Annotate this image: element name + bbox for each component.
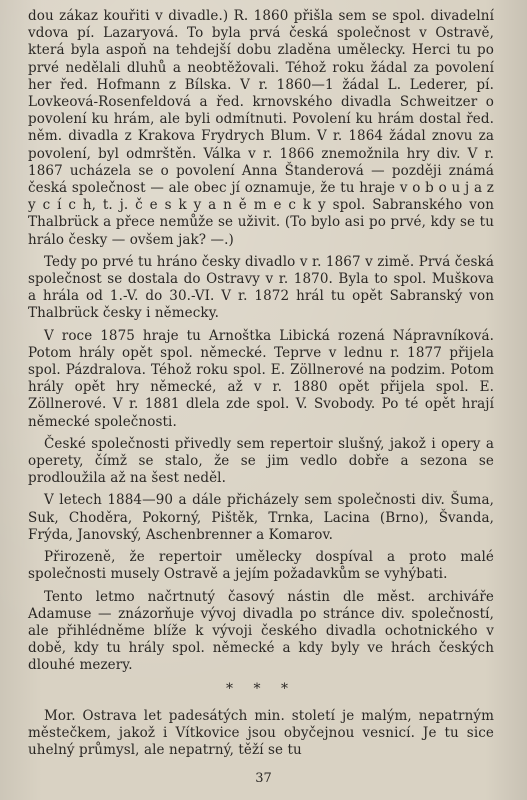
paragraph-5: V letech 1884—90 a dále přicházely sem společnosti div. Šuma, Suk, Choděra, Pokorný, Pištěk, Trnka, Lacina (Brno), Švanda, Frýda, Janovský, Aschenbrenner a Komarov. [28,492,494,543]
page-number: 37 [255,771,272,786]
paragraph-7: Tento letmo načrtnutý časový nástin dle měst. archiváře Adamuse — znázorňuje vývoj divadla po stránce div. společností, ale přihlédněme blíže k vývoji českého divadla ochotnického v době, kdy tu hrály spol. německé a kdy byly ve hrách českých dlouhé mezery. [28,588,494,674]
paragraph-4: České společnosti přivedly sem repertoir slušný, jakož i opery a operety, čímž se stalo, že se jim vedlo dobře a sezona se prodloužila až na šest neděl. [28,435,494,487]
paragraph-6: Přirozeně, že repertoir umělecky dospíval a proto malé společnosti musely Ostravě a jejím požadavkům se vyhýbati. [28,549,494,583]
page-body [28,8,494,764]
closing-paragraph: Mor. Ostrava let padesátých min. století je malým, nepatrným městečkem, jakož i Vítkovice jsou obyčejnou vesnicí. Je tu sice uhelný průmysl, ale nepatrný, těží se tu [28,707,494,759]
section-separator: * * * [226,680,296,697]
paragraph-3: V roce 1875 hraje tu Arnoštka Libická rozená Nápravníková. Potom hrály opět spol. německé. Teprve v lednu r. 1877 přijela spol. Pázdralova. Téhož roku spol. E. Zöllnerové na podzim. Potom hrály opět hry německé, až v r. 1880 opět přijela spol. E. Zöllnerové. V r. 1881 dlela zde spol. V. Svobody. Po té opět hrají německé společnosti. [28,327,494,430]
paragraph-1: dou zákaz kouřiti v divadle.) R. 1860 přišla sem se spol. divadelní vdova pí. Lazaryová. To byla prvá česká společnost v Ostravě, která byla aspoň na tehdejší dobu zladěna umělecky. Herci tu po prvé nedělali dluhů a neobtěžovali. Téhož roku žádal za povolení her řed. Hofmann z Bílska. V r. 1860—1 žádal L. Lederer, pí. Lovkeová-Rosenfeldová a řed. krnovského divadla Schweitzer o povolení ku hrám, ale byli odmítnuti. Povolení ku hrám dostal řed. něm. divadla z Krakova Frydrych Blum. V r. 1864 žádal znovu za povolení, byl odmrštěn. Válka v r. 1866 znemožnila hry div. V r. 1867 ucházela se o povolení Anna Štanderová — později známá česká společnost — ale obec jí oznamuje, že tu hraje v o b o u j a z y c í c h, t. j. č e s k y a n ě m e c k y spol. Sabranského von Thalbrück a přece nemůže se uživit. (To bylo asi po prvé, kdy se tu hrálo česky — ovšem jak? —.) [28,8,494,248]
paragraph-2: Tedy po prvé tu hráno česky divadlo v r. 1867 v zimě. Prvá česká společnost se dostala do Ostravy v r. 1870. Byla to spol. Muškova a hrála od 1.-V. do 30.-VI. V r. 1872 hrál tu opět Sabranský von Thalbrück česky i německy. [28,253,494,322]
